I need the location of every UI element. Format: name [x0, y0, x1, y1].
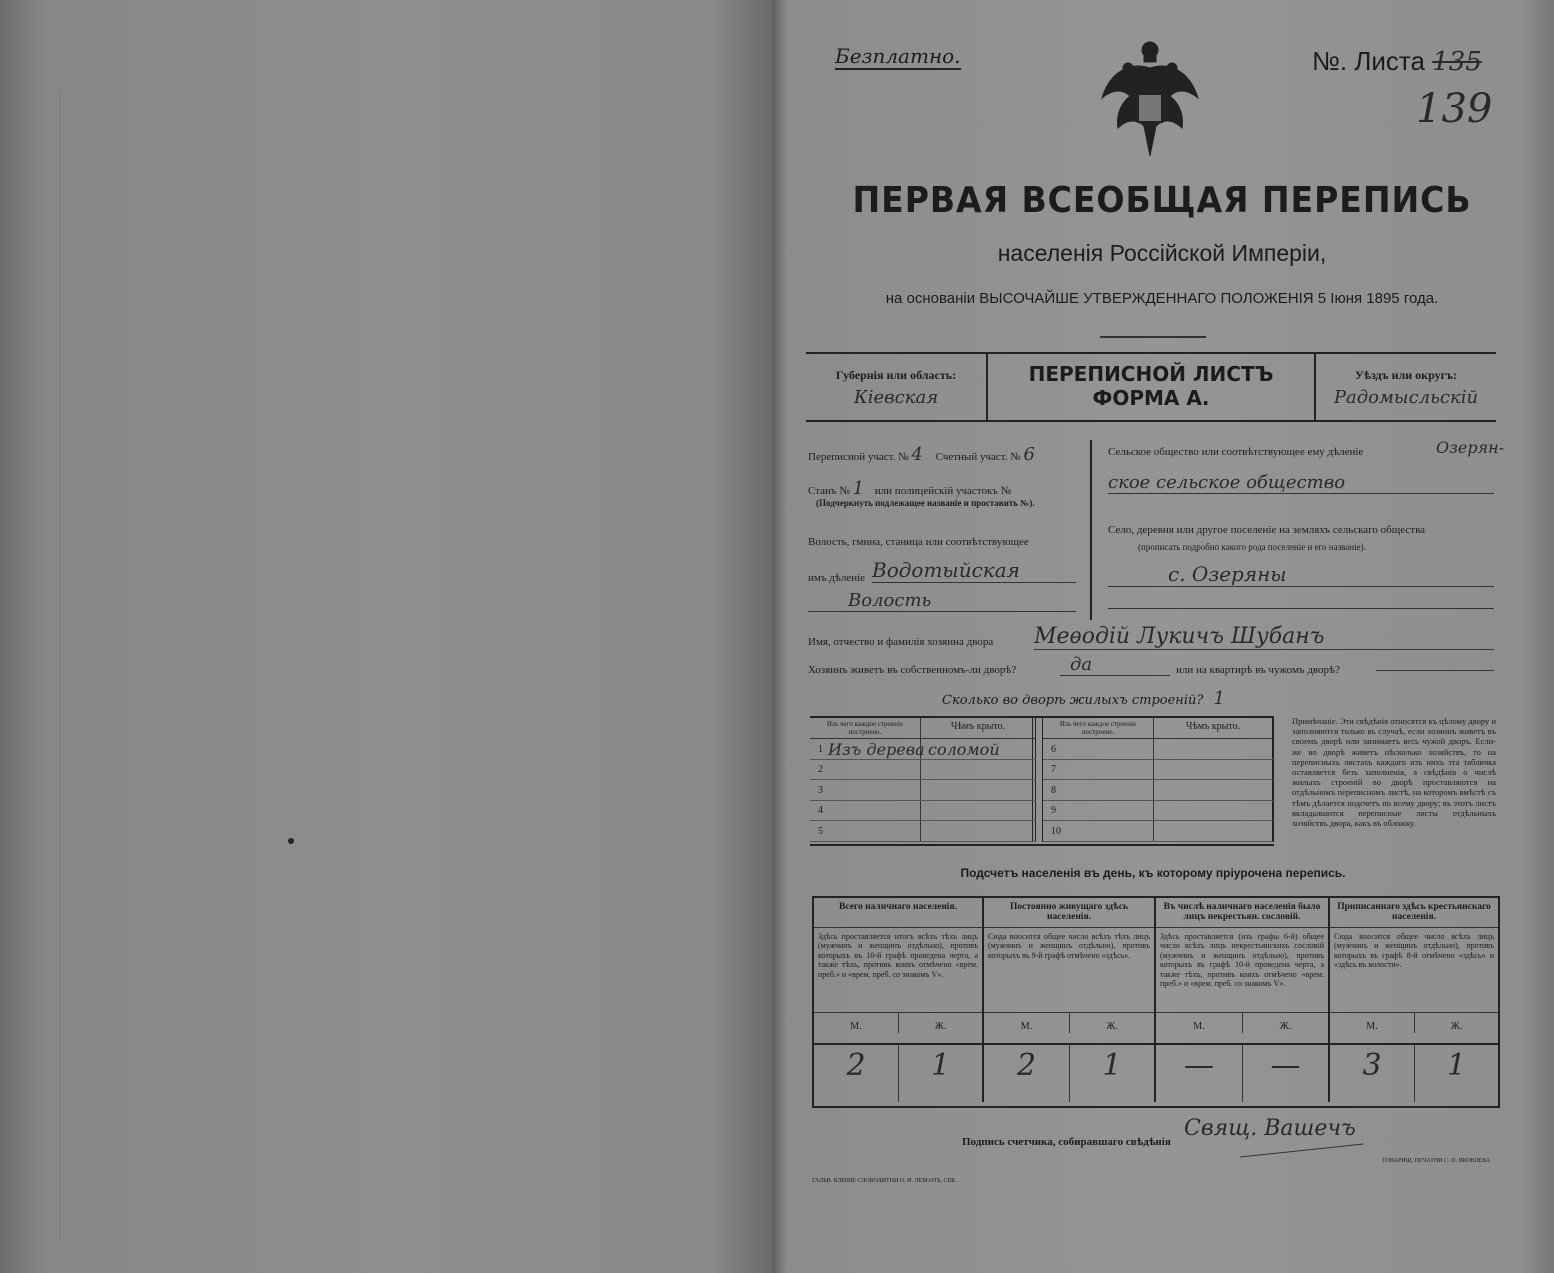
- female-header: Ж.: [1414, 1013, 1498, 1033]
- village-extra-line: [1108, 608, 1494, 609]
- volost-value-1: Водотыйская: [872, 558, 1076, 583]
- header-rule-2: [1043, 738, 1273, 739]
- mf-header-row: [814, 1012, 982, 1045]
- building-row: [810, 822, 1036, 842]
- building-row-number: 7: [1051, 764, 1056, 776]
- population-column-description: Сюда вносится общее число всѣхъ тѣхъ лицъ (мужчинъ и женщинъ отдѣльно), противъ которыхъ въ 9-й графѣ отмѣчено «здѣсь».: [988, 932, 1150, 960]
- building-row-number: 8: [1051, 784, 1056, 796]
- building-row-number: 1: [818, 744, 823, 755]
- sheet-number-handwritten: 139: [1416, 86, 1493, 132]
- printer-mark-left: ГАЛЬВ. КЛИШЕ СЛОВОЛИТНИ О. И. ЛЕМАНЪ, СПБ.: [812, 1178, 957, 1184]
- census-area-label: Переписной участ. №: [808, 451, 909, 463]
- own-yard-value: да: [1060, 654, 1170, 676]
- male-header: М.: [1020, 1021, 1033, 1032]
- col-roof-header: Чѣмъ крыто.: [950, 721, 1006, 732]
- building-row-number: 2: [818, 764, 823, 776]
- male-count: 2: [846, 1048, 866, 1083]
- population-column-description: Здѣсь проставляется (изъ графы 6-й) общее число всѣхъ лицъ некрестьянскихъ сословій (мужчинъ и женщинъ отдѣльно), противъ которыхъ въ графѣ 10-й проведена черта, а также тѣхъ, противъ коихъ отмѣчено «врем. преб.» и «врем. преб. со знакомъ V».: [1160, 932, 1324, 989]
- female-count: 1: [898, 1044, 982, 1102]
- volost-label-2: имъ дѣленіе: [808, 572, 866, 584]
- building-row: [810, 740, 1036, 760]
- signature-flourish: [1240, 1144, 1363, 1158]
- building-row-number: 4: [818, 805, 823, 817]
- census-form-page: [772, 0, 1554, 1273]
- building-row-number: 3: [818, 784, 823, 796]
- female-header: Ж.: [1069, 1013, 1154, 1033]
- mf-header-row: [1330, 1012, 1498, 1045]
- rented-line: [1376, 670, 1494, 671]
- census-title: ПЕРВАЯ ВСЕОБЩАЯ ПЕРЕПИСЬ: [852, 180, 1472, 221]
- region-bar: [806, 352, 1496, 422]
- population-column-description: Здѣсь проставляется итогъ всѣхъ тѣхъ лицъ (мужчинъ и женщинъ отдѣльно), противъ которыхъ въ 10-й графѣ проведена черта, а также тѣхъ, противъ коихъ отмѣчено «врем. преб.» и «врем. преб. со знакомъ V».: [818, 932, 978, 979]
- building-row-number: 10: [1051, 825, 1061, 837]
- sheet-number: [1312, 46, 1482, 77]
- stan-row: [808, 478, 1078, 499]
- building-row: [810, 760, 1036, 780]
- building-row-number: 6: [1051, 744, 1056, 755]
- building-row-number: 5: [818, 825, 823, 837]
- rented-label: или на квартирѣ въ чужомъ дворѣ?: [1176, 664, 1340, 676]
- owner-label: Имя, отчество и фамилія хозяина двора: [808, 636, 994, 648]
- society-value-1: Озерян-: [1436, 438, 1505, 457]
- signature-label: Подпись счетчика, собиравшаго свѣдѣнія: [962, 1136, 1171, 1148]
- sheet-number-label: №. Листа: [1312, 46, 1426, 76]
- col-material-header: Изъ чего каждое строеніе построено.: [826, 720, 904, 736]
- free-label: Безплатно.: [835, 44, 961, 68]
- building-row: [810, 801, 1036, 821]
- male-count: 2: [1016, 1048, 1037, 1083]
- male-header: М.: [1366, 1021, 1378, 1032]
- society-value-2: ское сельское общество: [1108, 472, 1494, 494]
- female-header: Ж.: [898, 1013, 982, 1033]
- stan-note: (Подчеркнуть подлежащее названіе и проставить №).: [816, 498, 1035, 508]
- form-title: ПЕРЕПИСНОЙ ЛИСТЪ: [1028, 362, 1274, 386]
- population-column-description: Сюда вносится общее число всѣхъ лицъ (мужчинъ и женщинъ отдѣльно), противъ которыхъ въ графѣ 8-й отмѣчено «здѣсь» и «здѣсь въ волости».: [1334, 932, 1494, 970]
- building-row-number: 9: [1051, 805, 1056, 817]
- double-headed-eagle-emblem: [1094, 38, 1206, 164]
- building-row: [1043, 781, 1273, 801]
- gubernia-label: Губернія или область:: [835, 368, 957, 382]
- mf-header-row: [984, 1012, 1154, 1045]
- left-page: [0, 0, 772, 1273]
- male-header: М.: [850, 1021, 862, 1032]
- uezd-value: Радомысльскій: [1333, 387, 1479, 408]
- header-rule: [810, 738, 1036, 739]
- male-count: —: [1184, 1048, 1214, 1083]
- population-column: [984, 898, 1156, 1102]
- village-note: (прописать подробно какого рода поселеніе и его названіе).: [1138, 542, 1366, 552]
- buildings-row: [942, 688, 1225, 709]
- stan-label: Станъ №: [808, 485, 850, 497]
- census-basis: на основаніи ВЫСОЧАЙШЕ УТВЕРЖДЕННАГО ПОЛОЖЕНІЯ 5 Іюня 1895 года.: [885, 290, 1439, 307]
- own-yard-label: Хозяинъ живетъ въ собственномъ-ли дворѣ?: [808, 664, 1017, 676]
- village-value: с. Озеряны: [1108, 562, 1494, 587]
- signature-value: Свящ. Вашечъ: [1184, 1116, 1356, 1141]
- fields-divider: [1090, 440, 1092, 620]
- buildings-value: 1: [1213, 688, 1225, 709]
- population-table: [812, 896, 1500, 1108]
- society-label: Сельское общество или соотвѣтствующее ему дѣленіе: [1108, 446, 1364, 458]
- population-column: [814, 898, 984, 1102]
- printer-mark-right: ТОВАРИЩ. ПЕЧАТНИ С. П. ЯКОВЛЕВА: [1382, 1158, 1491, 1164]
- count-area-label: Счетный участ. №: [935, 451, 1021, 463]
- volost-value-2: Волость: [808, 590, 1076, 612]
- gubernia-box: [806, 354, 988, 420]
- owner-value: Меѳодій Лукичъ Шубанъ: [1034, 624, 1494, 650]
- count-area-value: 6: [1023, 444, 1035, 465]
- building-row: [1043, 801, 1273, 821]
- mf-header-row: [1156, 1012, 1328, 1045]
- building-row: [1043, 760, 1273, 780]
- bleed-through-ghost: [60, 90, 761, 1240]
- buildings-table-left: [810, 718, 1036, 842]
- population-column-title: Постоянно живущаго здѣсь населенія.: [984, 898, 1154, 928]
- female-count: 1: [1414, 1044, 1498, 1102]
- buildings-label: Сколько во дворѣ жилыхъ строеній?: [942, 693, 1204, 708]
- uezd-label: Уѣздъ или округъ:: [1354, 368, 1458, 382]
- building-row: [810, 781, 1036, 801]
- stan-value: 1: [852, 478, 865, 499]
- census-subtitle: населенія Россійской Имперіи,: [997, 240, 1327, 266]
- population-column: [1156, 898, 1330, 1102]
- census-area-row: [808, 444, 1078, 465]
- buildings-table: [810, 716, 1274, 846]
- female-count: —: [1242, 1044, 1328, 1102]
- building-roof: соломой: [928, 740, 1000, 759]
- village-label: Село, деревня или другое поселеніе на земляхъ сельскаго общества: [1108, 524, 1426, 536]
- sheet-number-crossed: 135: [1432, 47, 1482, 77]
- gubernia-value: Кіевская: [853, 387, 939, 408]
- col-roof-header-2: Чѣмъ крыто.: [1185, 721, 1241, 732]
- female-header: Ж.: [1242, 1013, 1328, 1033]
- col-material-header-2: Изъ чего каждое строеніе построено.: [1059, 720, 1137, 736]
- form-title-box: [988, 354, 1314, 420]
- male-header: М.: [1193, 1021, 1205, 1032]
- female-count: 1: [1069, 1044, 1154, 1102]
- volost-label-1: Волость, гмина, станица или соотвѣтствующее: [808, 536, 1029, 548]
- male-count: 3: [1362, 1048, 1382, 1083]
- population-heading: Подсчетъ населенія въ день, къ которому пріурочена перепись.: [960, 866, 1346, 880]
- buildings-note: Примѣчаніе. Эти свѣдѣнія относятся къ цѣлому двору и заполняются только въ случаѣ, если хозяинъ живетъ въ своемъ дворѣ или занимаетъ весь чужой дворъ. Если-же во дворѣ живетъ нѣсколько хозяйствъ, то на переписныхъ листахъ каждаго изъ нихъ эта табличка оставляется безъ заполненія, а свѣдѣнія о числѣ жилыхъ строеній во дворѣ проставляются на отдѣльномъ переписномъ листѣ, на которомъ вмѣстѣ съ тѣмъ дѣлается подсчетъ по всему двору; въ этотъ листъ вкладываются переписные листы отдѣльныхъ хозяйствъ двора, какъ въ обложку.: [1292, 716, 1496, 829]
- buildings-table-right: [1042, 718, 1274, 842]
- form-name: ФОРМА А.: [1092, 386, 1210, 410]
- population-column-title: Приписаннаго здѣсь крестьянскаго населенія.: [1330, 898, 1498, 928]
- census-area-value: 4: [911, 444, 923, 465]
- uezd-box: [1314, 354, 1496, 420]
- population-column: [1330, 898, 1498, 1102]
- building-material: Изъ дерева: [828, 740, 925, 759]
- ink-dot: [288, 838, 294, 844]
- population-column-title: Всего наличнаго населенія.: [814, 898, 982, 928]
- population-column-title: Въ числѣ наличнаго населенія было лицъ некрестьян. сословій.: [1156, 898, 1328, 928]
- building-row: [1043, 822, 1273, 842]
- building-row: [1043, 740, 1273, 760]
- ornament-divider: [1100, 336, 1206, 338]
- police-label: или полицейскій участокъ №: [874, 485, 1012, 497]
